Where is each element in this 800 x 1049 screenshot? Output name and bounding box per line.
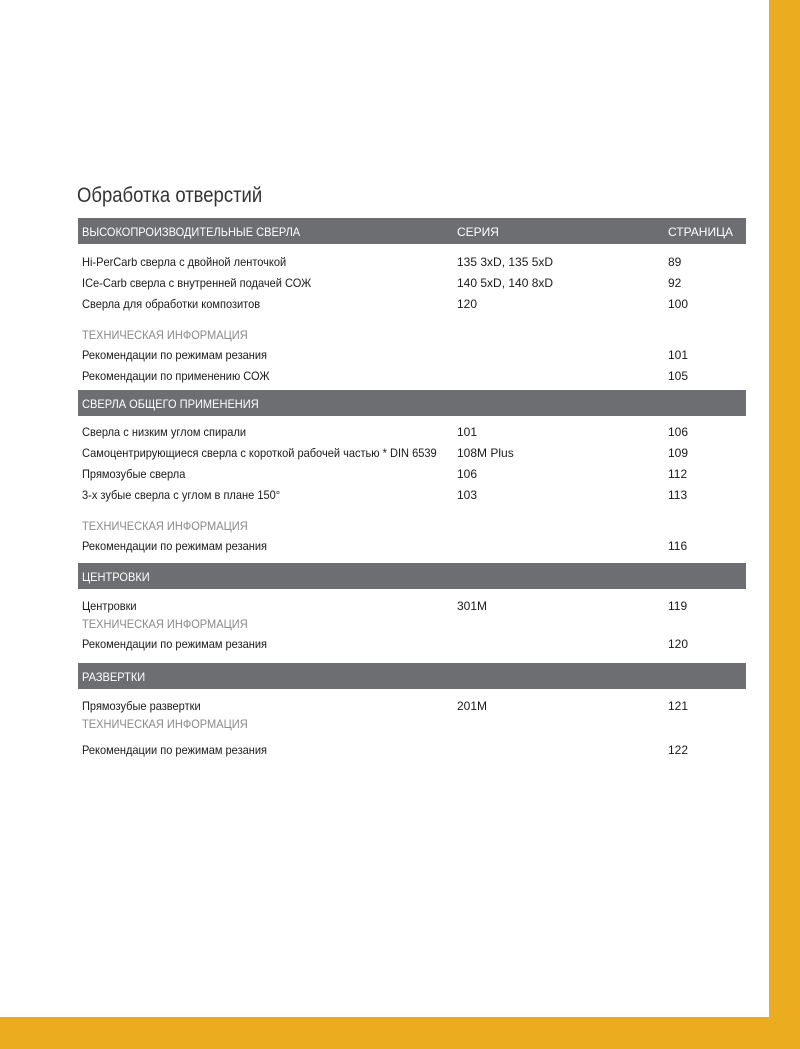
item-series: 301M	[457, 599, 488, 613]
section-header-general-purpose-drills	[78, 390, 746, 416]
technical-info-label: ТЕХНИЧЕСКАЯ ИНФОРМАЦИЯ	[82, 519, 248, 533]
item-name: Прямозубые сверла	[82, 467, 186, 481]
contents-table	[78, 218, 746, 761]
item-page: 122	[668, 743, 689, 757]
page-column-header: СТРАНИЦА	[668, 225, 733, 239]
item-page: 113	[668, 488, 688, 502]
item-name: Центровки	[82, 599, 137, 613]
item-page: 120	[668, 637, 689, 651]
item-page: 109	[668, 446, 689, 460]
table-row	[78, 596, 746, 613]
table-row	[78, 443, 746, 464]
item-name: Рекомендации по режимам резания	[82, 348, 268, 362]
section-heading: ВЫСОКОПРОИЗВОДИТЕЛЬНЫЕ СВЕРЛА	[82, 225, 301, 239]
section-header-high-performance-drills	[78, 218, 746, 244]
section-heading: ЦЕНТРОВКИ	[82, 570, 150, 584]
table-row	[78, 345, 746, 366]
table-row	[78, 273, 746, 294]
item-name: Рекомендации по применению СОЖ	[82, 369, 270, 383]
page-title: Обработка отверстий	[77, 184, 263, 207]
item-name: Рекомендации по режимам резания	[82, 539, 268, 553]
item-name: 3-х зубые сверла с углом в плане 150°	[82, 488, 281, 502]
item-series: 103	[457, 488, 478, 502]
table-row	[78, 634, 746, 655]
section-header-center-drills	[78, 563, 746, 589]
section-heading: РАЗВЕРТКИ	[82, 670, 146, 684]
table-row	[78, 422, 746, 443]
item-series: 120	[457, 297, 478, 311]
item-page: 121	[668, 699, 689, 713]
table-row	[78, 464, 746, 485]
item-name: Прямозубые развертки	[82, 699, 201, 713]
item-name: Самоцентрирующиеся сверла с короткой рабочей частью * DIN 6539	[82, 446, 437, 460]
item-page: 112	[668, 467, 688, 481]
table-row	[78, 485, 746, 506]
item-series: 135 3xD, 135 5xD	[457, 255, 554, 269]
series-column-header: СЕРИЯ	[457, 225, 499, 239]
item-page: 116	[668, 539, 688, 553]
accent-corner	[755, 1003, 769, 1017]
item-page: 101	[668, 348, 689, 362]
item-name: Hi-PerCarb сверла с двойной ленточкой	[82, 255, 287, 269]
table-row	[78, 536, 746, 557]
section-header-reamers	[78, 663, 746, 689]
item-page: 106	[668, 425, 689, 439]
table-row	[78, 366, 746, 387]
item-name: Рекомендации по режимам резания	[82, 637, 268, 651]
section-heading: СВЕРЛА ОБЩЕГО ПРИМЕНЕНИЯ	[82, 397, 259, 411]
item-name: Рекомендации по режимам резания	[82, 743, 268, 757]
item-series: 201M	[457, 699, 488, 713]
table-row	[78, 252, 746, 273]
right-accent-bar	[769, 0, 800, 1049]
table-row	[78, 740, 746, 761]
item-name: Сверла для обработки композитов	[82, 297, 261, 311]
item-series: 108M Plus	[457, 446, 514, 460]
table-row	[78, 696, 746, 713]
technical-info-label: ТЕХНИЧЕСКАЯ ИНФОРМАЦИЯ	[82, 717, 248, 731]
technical-info-label: ТЕХНИЧЕСКАЯ ИНФОРМАЦИЯ	[82, 617, 248, 631]
bottom-accent-bar	[0, 1017, 800, 1049]
item-page: 105	[668, 369, 689, 383]
item-series: 140 5xD, 140 8xD	[457, 276, 554, 290]
technical-info-label: ТЕХНИЧЕСКАЯ ИНФОРМАЦИЯ	[82, 328, 248, 342]
item-page: 92	[668, 276, 682, 290]
item-page: 89	[668, 255, 682, 269]
item-series: 101	[457, 425, 478, 439]
item-series: 106	[457, 467, 478, 481]
item-page: 100	[668, 297, 689, 311]
item-page: 119	[668, 599, 688, 613]
table-row	[78, 294, 746, 315]
item-name: Сверла с низким углом спирали	[82, 425, 247, 439]
item-name: ICe-Carb сверла с внутренней подачей СОЖ	[82, 276, 312, 290]
